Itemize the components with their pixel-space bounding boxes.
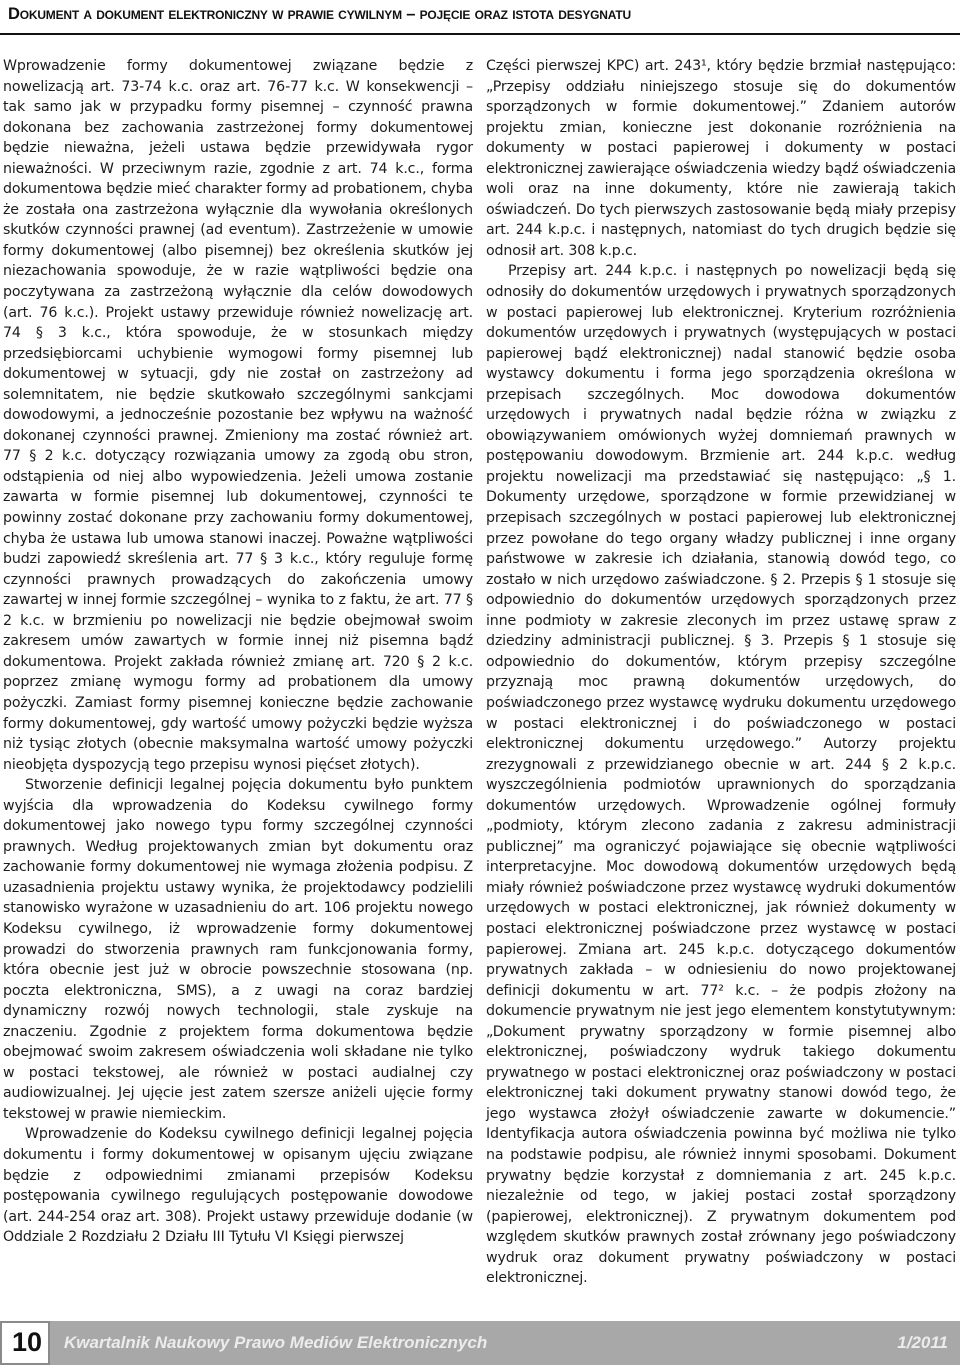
page-number-box <box>0 1321 50 1365</box>
right-column <box>486 56 956 1289</box>
page-footer <box>0 1321 960 1365</box>
issue-number: 1/2011 <box>897 1333 948 1352</box>
paragraph: Wprowadzenie do Kodeksu cywilnego definicji legalnej pojęcia dokumentu i formy dokumentowej w opisanym ujęciu związane będzie z odpowiednimi zmianami przepisów Kodeksu postępowania cywilnego regulujących postępowanie dowodowe (art. 244-254 oraz art. 308). Projekt ustawy przewiduje dodanie (w Oddziale 2 Rozdziału 2 Działu III Tytułu VI Księgi pierwszej <box>3 1126 473 1246</box>
page-number: 10 <box>11 1327 43 1357</box>
left-column <box>3 56 473 1248</box>
header-rule <box>0 33 960 35</box>
paragraph: Wprowadzenie formy dokumentowej związane będzie z nowelizacją art. 73-74 k.c. oraz art. 76-77 k.c. W konsekwencji – tak samo jak w przypadku formy pisemnej – czynność prawna dokonana bez zachowania zastrzeżonej formy dokumentowej będzie nieważna, jeżeli ustawa będzie przewidywała rygor nieważności. W przeciwnym razie, zgodnie z art. 74 k.c., forma dokumentowa będzie mieć charakter formy ad probationem, chyba że została ona zastrzeżona wyłącznie dla wywołania określonych skutków czynności prawnej (ad eventum). Zastrzeżenie w umowie formy dokumentowej (albo pisemnej) bez określenia skutków jej niezachowania spowoduje, że w razie wątpliwości będzie ona poczytywana za zastrzeżoną wyłącznie dla celów dowodowych (art. 76 k.c.). Projekt ustawy przewiduje również nowelizację art. 74 § 3 k.c., która spowoduje, że w stosunkach między przedsiębiorcami uchybienie wymogowi formy pisemnej lub dokumentowej w sytuacji, gdy nie został on zastrzeżony ad solemnitatem, nie będzie skutkowało szczególnymi sankcjami dowodowymi, a jednocześnie pozostanie bez wpływu na ważność dokonanej czynności prawnej. Zmieniony ma zostać również art. 77 § 2 k.c. dotyczący rozwiązania umowy za zgodą obu stron, odstąpienia od niej albo wypowiedzenia. Jeżeli umowa zostanie zawarta w formie pisemnej lub dokumentowej, czynności te powinny zostać dokonane przy zachowaniu formy dokumentowej, chyba że ustawa lub umowa stanowi inaczej. Poważne wątpliwości budzi zapowiedź skreślenia art. 77 § 3 k.c., który reguluje formę czynności prawnych prowadzących do zakończenia umowy zawartej w innej formie szczególnej – wynika to z faktu, że art. 77 § 2 k.c. w brzmieniu po nowelizacji nie będzie obejmował swoim zakresem umów zawartych w formie innej niż pisemna bądź dokumentowa. Projekt zakłada również zmianę art. 720 § 2 k.c. poprzez zmianę wymogu formy ad probationem dla umowy pożyczki. Zamiast formy pisemnej konieczne będzie zachowanie formy dokumentowej, gdy wartość umowy pożyczki będzie wyższa niż tysiąc złotych (obecnie maksymalna wartość umowy pożyczki nieobjęta dyspozycją tego przepisu wynosi pięćset złotych). <box>3 58 473 773</box>
running-header-title: Dokument a dokument elektroniczny w prawie cywilnym – pojęcie oraz istota desygnatu <box>8 5 631 23</box>
journal-name: Kwartalnik Naukowy Prawo Mediów Elektronicznych <box>64 1333 488 1352</box>
paragraph: Części pierwszej KPC) art. 243¹, który będzie brzmiał następująco: „Przepisy oddziału niniejszego stosuje się do dokumentów sporządzonych w formie dokumentowej.” Zdaniem autorów projektu zmian, konieczne jest dokonanie rozróżnienia na dokumenty w postaci papierowej i dokumenty w postaci elektronicznej zawierające oświadczenia wiedzy bądź oświadczenia woli oraz na inne dokumenty, które nie zawierają takich oświadczeń. Do tych pierwszych zastosowanie będą miały przepisy art. 244 k.p.c. i następnych, natomiast do tych drugich będzie się odnosił art. 308 k.p.c. <box>486 58 956 259</box>
paragraph: Przepisy art. 244 k.p.c. i następnych po nowelizacji będą się odnosiły do dokumentów urzędowych i prywatnych sporządzonych w postaci papierowej lub elektronicznej. Kryterium rozróżnienia dokumentów urzędowych i prywatnych (występujących w postaci papierowej bądź elektronicznej) nadal stanowić będzie osoba wystawcy dokumentu i forma jego sporządzenia określona w przepisach szczególnych. Moc dowodowa dokumentów urzędowych i prywatnych nadal będzie różna w związku z obowiązywaniem omówionych wyżej domniemań prawnych w postępowaniu dowodowym. Brzmienie art. 244 k.p.c. według projektu nowelizacji ma przedstawiać się następująco: „§ 1. Dokumenty urzędowe, sporządzone w formie przewidzianej w przepisach szczególnych w postaci papierowej lub elektronicznej przez powołane do tego organy władzy publicznej i inne organy państwowe w zakresie ich działania, stanowią dowód tego, co zostało w nich urzędowo zaświadczone. § 2. Przepis § 1 stosuje się odpowiednio do dokumentów urzędowych sporządzonych przez inne podmioty w zakresie zleconych im przez ustawę spraw z dziedziny administracji publicznej. § 3. Przepis § 1 stosuje się odpowiednio do dokumentów, którym przepisy szczególne przyznają moc prawną dokumentów urzędowych, do poświadczonego przez wystawcę wydruku dokumentu urzędowego w postaci elektronicznej i do poświadczonego w postaci elektronicznej dokumentu urzędowego.” Autorzy projektu zrezygnowali z przewidzianego obecnie w art. 244 § 2 k.p.c. wyszczególnienia podmiotów uprawnionych do sporządzania dokumentów urzędowych. Wprowadzenie ogólnej formuły „podmioty, którym zlecono zadania z zakresu administracji publicznej” ma ograniczyć pojawiające się obecnie wątpliwości interpretacyjne. Moc dowodową dokumentów urzędowych będą miały również poświadczone przez wystawcę wydruki dokumentów urzędowych w postaci elektronicznej, jak również dokumenty w postaci elektronicznej poświadczone przez wystawcę w postaci papierowej. Zmiana art. 245 k.p.c. dotyczącego dokumentów prywatnych zakłada – w odniesieniu do nowo projektowanej definicji dokumentu w art. 77² k.c. – że podpis złożony na dokumencie prywatnym nie jest jego elementem konstytutywnym: „Dokument prywatny sporządzony w formie pisemnej albo elektronicznej, poświadczony wydruk takiego dokumentu prywatnego w postaci elektronicznej oraz poświadczony w postaci elektronicznej taki dokument prywatny stanowi dowód tego, że jego wystawca złożył oświadczenie zawarte w dokumencie.” Identyfikacja autora oświadczenia powinna być możliwa nie tylko na podstawie podpisu, ale również innymi sposobami. Dokument prywatny będzie korzystał z domniemania z art. 245 k.p.c. niezależnie od tego, w jakiej postaci został sporządzony (papierowej, elektronicznej). Z prywatnym dokumentem pod względem skutków prawnych został zrównany jego poświadczony wydruk oraz dokument prywatny poświadczony w postaci elektronicznej. <box>486 263 956 1287</box>
running-header <box>0 0 960 34</box>
paragraph: Stworzenie definicji legalnej pojęcia dokumentu było punktem wyjścia dla wprowadzenia do Kodeksu cywilnego formy dokumentowej jako nowego typu formy szczególnej czynności prawnych. Według projektowanych zmian byt dokumentu oraz zachowanie formy dokumentowej nie wymaga złożenia podpisu. Z uzasadnienia projektu ustawy wynika, że projektodawcy podzielili stanowisko wyrażone w uzasadnieniu do art. 106 projektu nowego Kodeksu cywilnego, iż wprowadzenie formy dokumentowej prowadzi do stworzenia prawnych ram funkcjonowania formy, która obecnie jest już w obrocie powszechnie stosowana (np. poczta elektroniczna, SMS), a z uwagi na coraz bardziej dynamiczny rozwój nowych technologii, stale zyskuje na znaczeniu. Zgodnie z projektem forma dokumentowa będzie obejmować swoim zakresem oświadczenia woli składane nie tylko w postaci tekstowej, ale również w postaci audialnej czy audiowizualnej. Jej ujęcie jest zatem szersze aniżeli ujęcie formy tekstowej w prawie niemieckim. <box>3 777 473 1122</box>
